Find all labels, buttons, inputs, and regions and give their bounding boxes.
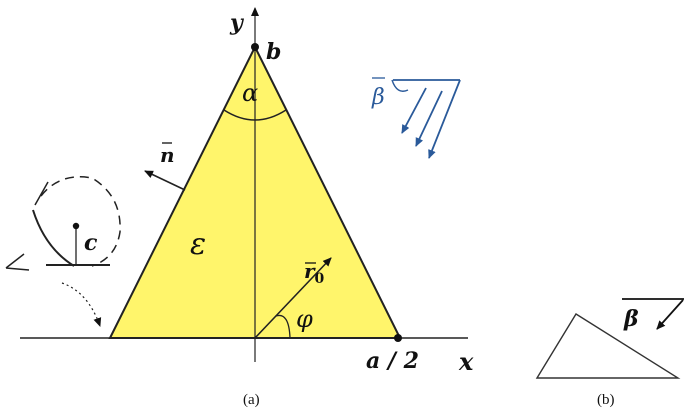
alpha-label: α bbox=[242, 79, 259, 107]
beta-label-a: β bbox=[372, 85, 385, 110]
normal-label: n bbox=[160, 143, 175, 167]
corner-point bbox=[394, 334, 402, 342]
rolling-circle-sketch bbox=[6, 177, 120, 326]
y-axis-label: y bbox=[230, 10, 243, 36]
apex-label: b bbox=[266, 39, 282, 65]
normal-vector bbox=[145, 171, 185, 190]
radius-subscript: 0 bbox=[314, 271, 325, 287]
x-axis-label: x bbox=[459, 347, 474, 376]
caption-a: (a) bbox=[243, 392, 260, 408]
region-label: ε bbox=[190, 227, 207, 262]
beta-flow-sketch bbox=[372, 78, 460, 158]
apex-point bbox=[251, 43, 259, 51]
point-c-label: c bbox=[84, 230, 98, 256]
caption-b: (b) bbox=[597, 392, 615, 408]
radius-letter: r bbox=[304, 259, 315, 283]
panel-a bbox=[6, 8, 474, 408]
small-triangle bbox=[537, 314, 678, 378]
phi-label: φ bbox=[296, 305, 313, 333]
beta-label-b: β bbox=[624, 306, 639, 332]
panel-b bbox=[537, 299, 684, 408]
beta-arrow-b bbox=[657, 300, 683, 329]
corner-label: a / 2 bbox=[366, 348, 419, 374]
